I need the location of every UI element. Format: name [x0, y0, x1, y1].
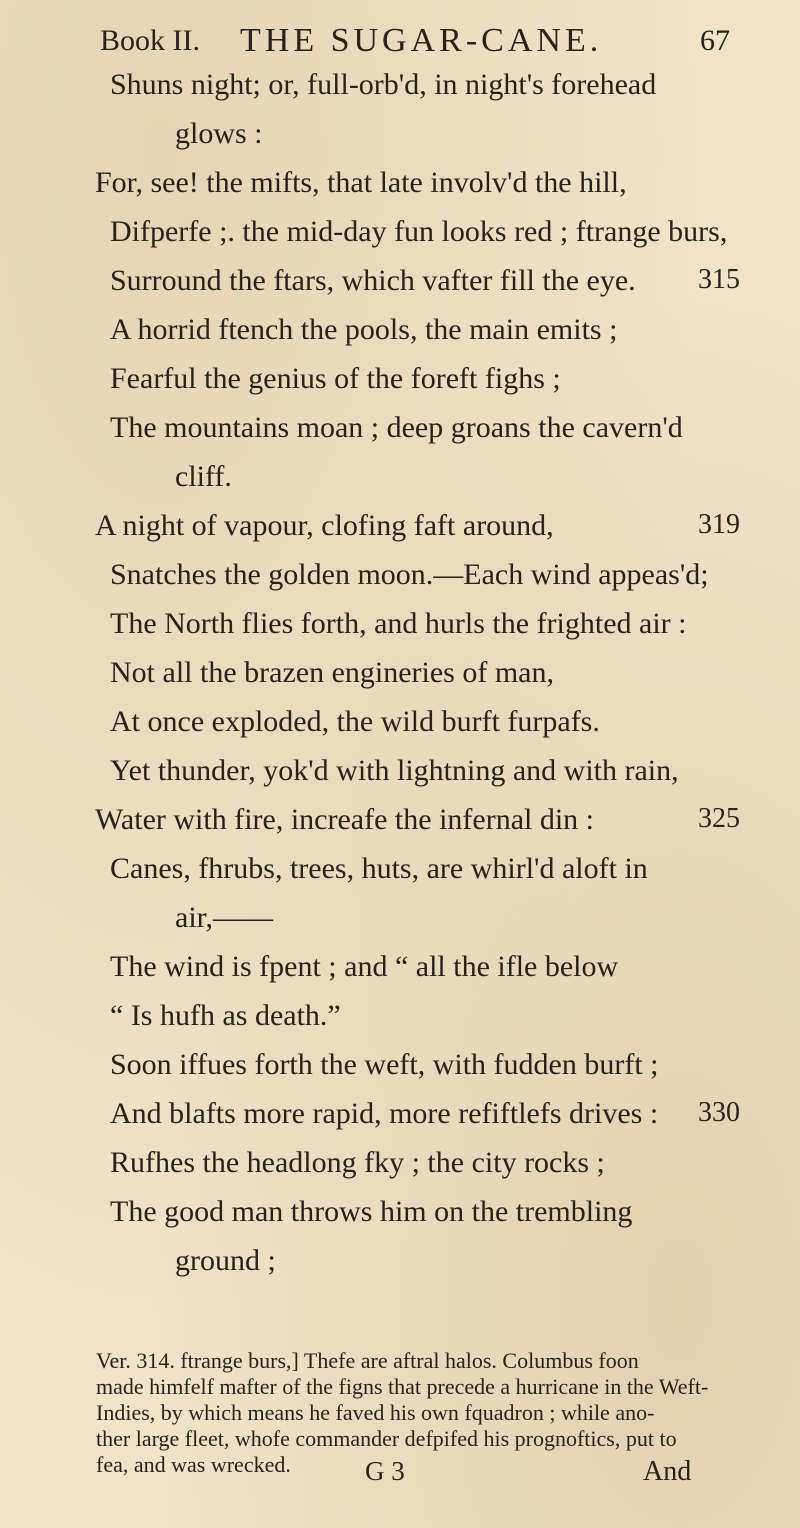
verse-text: The wind is fpent ; and “ all the ifle below: [110, 950, 619, 983]
verse-line: [0, 1042, 800, 1091]
running-title: THE SUGAR-CANE.: [240, 22, 603, 59]
verse-line: [0, 160, 800, 209]
signature-mark: G 3: [365, 1456, 405, 1486]
verse-text: Fearful the genius of the foreft fighs ;: [110, 362, 561, 395]
footnote-line: fea, and was wrecked.: [96, 1452, 291, 1477]
verse-line: [0, 405, 800, 454]
verse-text: A night of vapour, clofing faft around,: [95, 509, 554, 542]
verse-line: [0, 1189, 800, 1238]
verse-line: [0, 111, 800, 160]
footnote-line: ther large fleet, whofe commander defpifed his prognoftics, put to: [96, 1426, 677, 1451]
line-number: 315: [698, 264, 740, 295]
verse-line: [0, 454, 800, 503]
verse-text: Water with fire, increafe the infernal din :: [95, 803, 595, 836]
verse-line: [0, 797, 800, 846]
verse-line: [0, 699, 800, 748]
verse-text: air,——: [175, 901, 273, 934]
verse-line: [0, 209, 800, 258]
footnote-line: Ver. 314. ftrange burs,] Thefe are aftral halos. Columbus foon: [96, 1348, 639, 1373]
verse-line: [0, 62, 800, 111]
verse-text: Snatches the golden moon.—Each wind appeas'd;: [110, 558, 709, 591]
verse-text: glows :: [175, 117, 263, 150]
verse-line: [0, 307, 800, 356]
verse-text: Not all the brazen engineries of man,: [110, 656, 554, 689]
line-number: 325: [698, 803, 740, 834]
verse-text: Rufhes the headlong fky ; the city rocks ;: [110, 1146, 605, 1179]
line-number: 330: [698, 1097, 740, 1128]
verse-line: [0, 1140, 800, 1189]
page-footer: [0, 1456, 800, 1496]
verse-block: [0, 62, 800, 1287]
verse-text: The mountains moan ; deep groans the cavern'd: [110, 411, 683, 444]
verse-text: ground ;: [175, 1244, 276, 1277]
verse-text: Surround the ftars, which vafter fill the eye.: [110, 264, 636, 297]
verse-line: [0, 1238, 800, 1287]
verse-line: [0, 846, 800, 895]
verse-text: And blafts more rapid, more refiftlefs drives :: [110, 1097, 659, 1130]
verse-text: “ Is hufh as death.”: [110, 999, 341, 1032]
verse-text: The North flies forth, and hurls the frighted air :: [110, 607, 687, 640]
line-number: 319: [698, 509, 740, 540]
verse-line: [0, 993, 800, 1042]
footnote-line: Indies, by which means he faved his own fquadron ; while ano-: [96, 1400, 655, 1425]
footnote-line: made himfelf mafter of the figns that precede a hurricane in the Weft-: [96, 1374, 709, 1399]
book-number: Book II.: [100, 24, 200, 57]
verse-line: [0, 748, 800, 797]
verse-line: [0, 601, 800, 650]
running-header: [100, 18, 730, 68]
verse-line: [0, 895, 800, 944]
verse-text: cliff.: [175, 460, 232, 493]
verse-text: At once exploded, the wild burft furpafs.: [110, 705, 600, 738]
verse-line: [0, 258, 800, 307]
verse-line: [0, 356, 800, 405]
verse-line: [0, 944, 800, 993]
verse-text: For, see! the mifts, that late involv'd the hill,: [95, 166, 627, 199]
verse-text: Difperfe ;. the mid-day fun looks red ; ftrange burs,: [110, 215, 728, 248]
verse-text: A horrid ftench the pools, the main emits ;: [110, 313, 618, 346]
verse-text: Yet thunder, yok'd with lightning and with rain,: [110, 754, 679, 787]
verse-text: Shuns night; or, full-orb'd, in night's forehead: [110, 68, 657, 101]
page-number: 67: [700, 24, 730, 57]
verse-text: The good man throws him on the trembling: [110, 1195, 633, 1228]
catchword: And: [643, 1456, 692, 1487]
verse-line: [0, 1091, 800, 1140]
verse-text: Soon iffues forth the weft, with fudden burft ;: [110, 1048, 659, 1081]
verse-text: Canes, fhrubs, trees, huts, are whirl'd aloft in: [110, 852, 648, 885]
verse-line: [0, 503, 800, 552]
verse-line: [0, 650, 800, 699]
verse-line: [0, 552, 800, 601]
